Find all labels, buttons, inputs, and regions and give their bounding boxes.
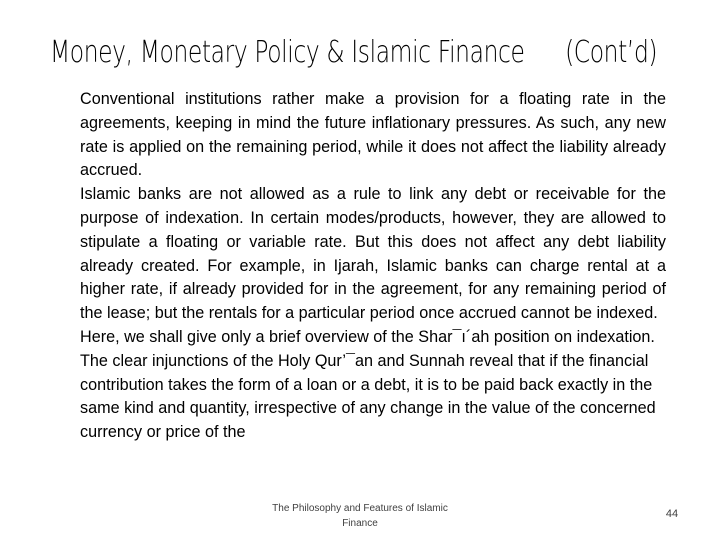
slide-title-suffix: (Cont’d) xyxy=(565,35,658,70)
slide-title-main: Money, Monetary Policy & Islamic Finance xyxy=(50,35,525,70)
slide-body xyxy=(80,88,666,445)
slide-footer: The Philosophy and Features of Islamic Finance xyxy=(272,503,448,529)
page-number: 44 xyxy=(665,508,679,520)
slide-title xyxy=(50,28,658,78)
body-paragraph-1: Conventional institutions rather make a provision for a floating rate in the agreements, keeping in mind the future inflationary pressures. As such, any new rate is applied on the remaining period, while it does not affect the liability already accrued. xyxy=(80,90,666,180)
body-paragraph-2: Islamic banks are not allowed as a rule to link any debt or receivable for the purpose of indexation. In certain modes/products, however, they are allowed to stipulate a floating or variable rate. But this does not affect any debt liability already created. For example, in Ijarah, Islamic banks can charge rental at a higher rate, if already provided for in the agreement, for any remaining period of the lease; but the rentals for a particular period once accrued cannot be indexed. xyxy=(80,185,666,323)
body-paragraph-3: Here, we shall give only a brief overview of the Shar¯ı´ah position on indexation. The clear injunctions of the Holy Qur’¯an and Sunnah reveal that if the financial contribution takes the form of a loan or a debt, it is to be paid back exactly in the same kind and quantity, irrespective of any change in the value of the concerned currency or price of the xyxy=(80,327,656,442)
